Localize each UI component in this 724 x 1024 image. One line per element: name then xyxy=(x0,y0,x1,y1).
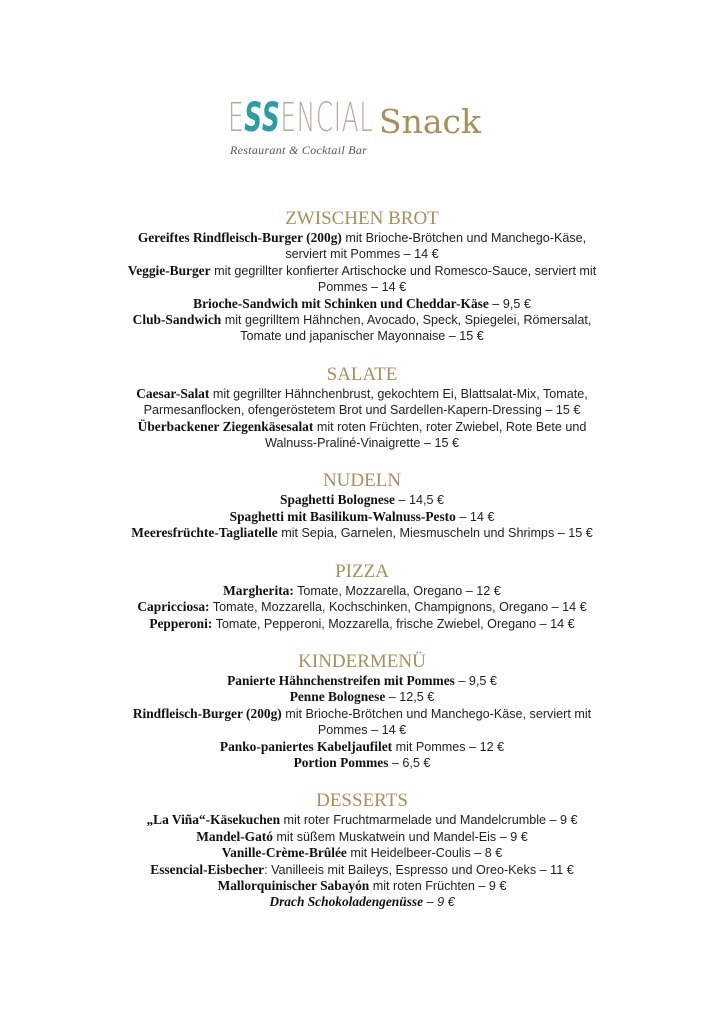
item-description: mit Brioche-Brötchen und Manchego-Käse, serviert mit Pommes – 14 € xyxy=(281,706,592,738)
section-title: DESSERTS xyxy=(316,790,408,812)
item-description: – 14 € xyxy=(455,509,495,524)
item-name: Gereiftes Rindfleisch-Burger (200g) xyxy=(137,230,342,245)
menu-item xyxy=(112,862,612,878)
item-name: Mallorquinischer Sabayón xyxy=(217,877,370,893)
item-description: mit gegrillter konfierter Artischocke und Romesco-Sauce, serviert mit Pommes – 14 € xyxy=(210,263,597,295)
item-description: mit roten Früchten, roter Zwiebel, Rote Bete und Walnuss-Praliné-Vinaigrette – 15 € xyxy=(265,419,587,451)
item-description: mit Brioche-Brötchen und Manchego-Käse, serviert mit Pommes – 14 € xyxy=(285,231,587,262)
menu-item xyxy=(112,845,612,861)
menu-item xyxy=(112,230,612,263)
item-description: mit Sepia, Garnelen, Miesmuscheln und Shrimps – 15 € xyxy=(277,526,593,541)
item-description: – 6,5 € xyxy=(388,755,431,770)
item-description: – 12,5 € xyxy=(385,690,435,705)
logo xyxy=(228,96,528,166)
menu-item xyxy=(112,616,612,632)
logo-brand-ss: SS xyxy=(244,95,281,141)
item-name: Panko-paniertes Kabeljaufilet xyxy=(219,738,393,754)
item-description: : Vanilleeis mit Baileys, Espresso und Oreo-Keks – 11 € xyxy=(264,862,574,877)
menu-item xyxy=(112,673,612,689)
item-description: mit gegrillter Hähnchenbrust, gekochtem Ei, Blattsalat-Mix, Tomate, Parmesanflocken, ofengeröstetem Brot und Sardellen-Kapern-Dressing – 15 € xyxy=(143,386,588,418)
menu-item xyxy=(112,599,612,615)
menu-item xyxy=(112,312,612,345)
item-name: Drach Schokoladengenüsse xyxy=(269,894,424,910)
item-description: – 9 € xyxy=(423,895,455,910)
menu-item xyxy=(112,296,612,312)
item-description: mit Pommes – 12 € xyxy=(392,739,505,754)
item-name: Caesar-Salat xyxy=(136,385,210,401)
item-name: Vanille-Crème-Brûlée xyxy=(221,845,347,861)
item-description: Tomate, Mozzarella, Kochschinken, Champignons, Oregano – 14 € xyxy=(209,600,587,615)
item-name: Spaghetti mit Basilikum-Walnuss-Pesto xyxy=(229,508,456,524)
menu-item xyxy=(112,829,612,845)
menu-item xyxy=(112,755,612,771)
menu-item xyxy=(112,509,612,525)
item-name: Capricciosa: xyxy=(137,599,210,615)
item-name: Club-Sandwich xyxy=(132,312,222,328)
item-name: Meeresfrüchte-Tagliatelle xyxy=(131,525,278,541)
item-name: Essencial-Eisbecher xyxy=(150,861,265,877)
item-description: Tomate, Pepperoni, Mozzarella, frische Zwiebel, Oregano – 14 € xyxy=(212,616,575,631)
item-name: Pepperoni: xyxy=(149,615,213,631)
item-name: Spaghetti Bolognese xyxy=(280,492,395,508)
menu-item xyxy=(112,492,612,508)
logo-subtitle: Restaurant & Cocktail Bar xyxy=(230,143,368,157)
item-description: mit gegrilltem Hähnchen, Avocado, Speck, Spiegelei, Römersalat, Tomate und japanischer Mayonnaise – 15 € xyxy=(221,313,592,344)
section-title: SALATE xyxy=(326,363,398,385)
item-description: – 9,5 € xyxy=(454,673,497,688)
section-title: PIZZA xyxy=(335,560,389,582)
section-title: NUDELN xyxy=(322,470,402,492)
menu-item xyxy=(112,583,612,599)
menu-item xyxy=(112,419,612,452)
menu-section xyxy=(112,561,612,632)
menu-item xyxy=(112,689,612,705)
item-description: mit roten Früchten – 9 € xyxy=(369,878,507,893)
menu-item xyxy=(112,739,612,755)
item-description: Tomate, Mozzarella, Oregano – 12 € xyxy=(293,583,501,598)
menu-item xyxy=(112,386,612,419)
item-name: Rindfleisch-Burger (200g) xyxy=(132,705,282,721)
logo-brand-e: E xyxy=(228,95,245,141)
menu xyxy=(112,208,612,930)
logo-snack: Snack xyxy=(379,102,482,141)
item-description: mit Heidelbeer-Coulis – 8 € xyxy=(346,846,503,861)
menu-section xyxy=(112,790,612,910)
section-title: ZWISCHEN BROT xyxy=(285,208,439,229)
menu-item xyxy=(112,878,612,894)
menu-item xyxy=(112,525,612,541)
item-description: – 14,5 € xyxy=(394,493,444,508)
item-description: – 9,5 € xyxy=(488,296,531,311)
item-name: „La Viña“-Käsekuchen xyxy=(146,812,281,828)
menu-item xyxy=(112,894,612,910)
item-name: Penne Bolognese xyxy=(289,689,386,705)
menu-item xyxy=(112,812,612,828)
item-name: Margherita: xyxy=(223,582,294,598)
item-name: Brioche-Sandwich mit Schinken und Cheddar-Käse xyxy=(193,295,489,311)
item-name: Mandel-Gató xyxy=(196,828,273,844)
logo-brand-rest: ENCIAL xyxy=(280,95,374,141)
menu-section xyxy=(112,364,612,452)
logo-brand xyxy=(228,96,374,140)
menu-section xyxy=(112,208,612,345)
item-description: mit süßem Muskatwein und Mandel-Eis – 9 € xyxy=(272,829,528,844)
item-name: Portion Pommes xyxy=(293,754,389,770)
menu-item xyxy=(112,263,612,296)
menu-section xyxy=(112,470,612,541)
section-title: KINDERMENÜ xyxy=(298,650,426,672)
item-name: Überbackener Ziegenkäsesalat xyxy=(137,418,314,434)
item-name: Panierte Hähnchenstreifen mit Pommes xyxy=(227,672,455,688)
menu-item xyxy=(112,706,612,739)
menu-section xyxy=(112,651,612,771)
item-description: mit roter Fruchtmarmelade und Mandelcrumble – 9 € xyxy=(280,813,578,828)
item-name: Veggie-Burger xyxy=(127,262,211,278)
